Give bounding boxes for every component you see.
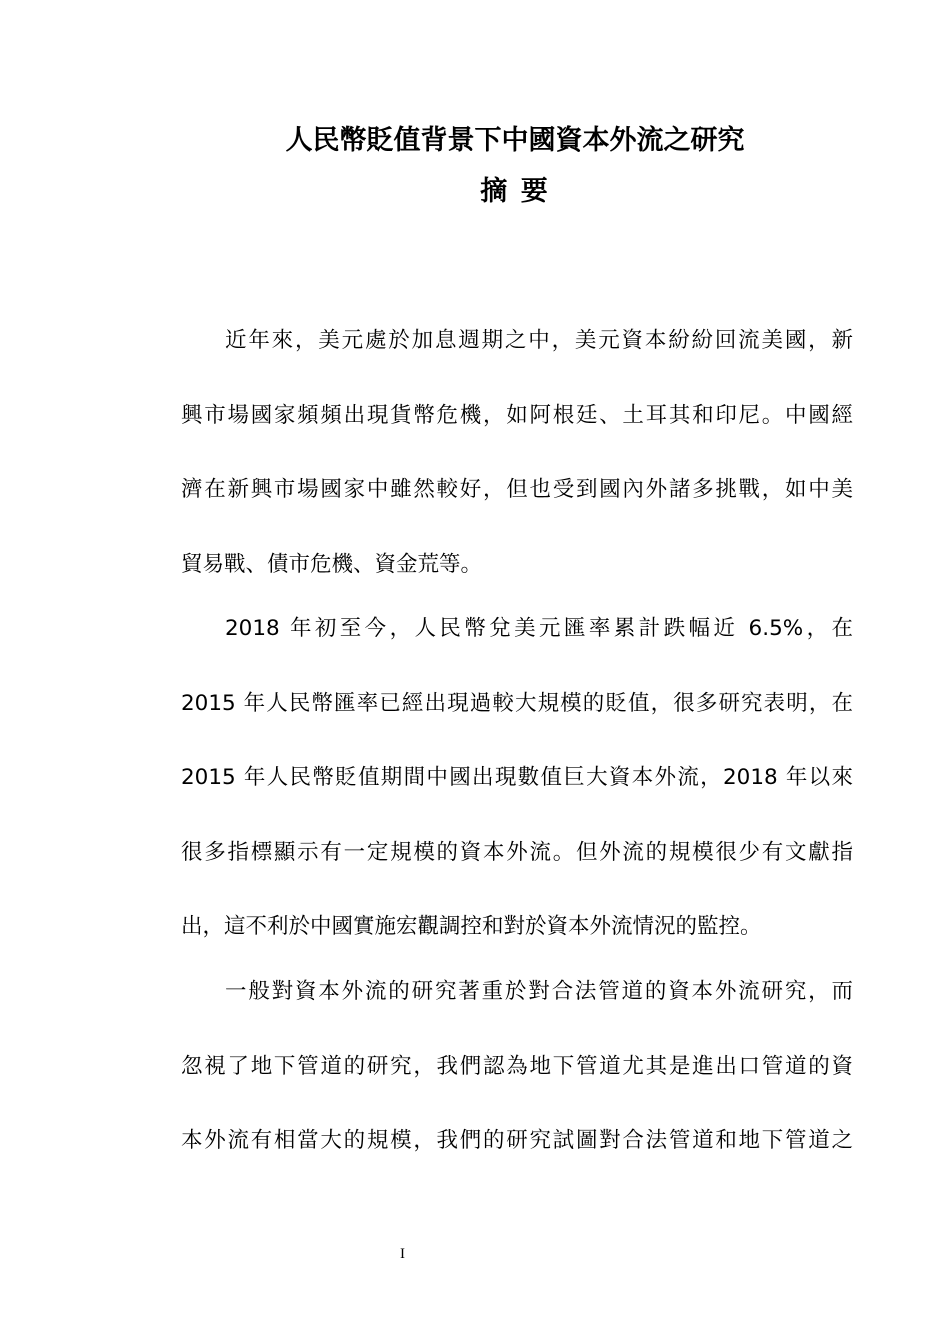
paragraph-line: 出，這不利於中國實施宏觀調控和對於資本外流情況的監控。 <box>181 914 762 939</box>
paragraph-line: 2018 年初至今，人民幣兌美元匯率累計跌幅近 6.5%，在 <box>225 616 853 641</box>
paragraph-line: 濟在新興市場國家中雖然較好，但也受到國內外諸多挑戰，如中美 <box>181 477 853 502</box>
paragraph-line: 一般對資本外流的研究著重於對合法管道的資本外流研究，而 <box>225 979 853 1004</box>
paragraph-3 <box>181 955 853 1179</box>
paragraph-line: 2015 年人民幣匯率已經出現過較大規模的貶值，很多研究表明，在 <box>181 690 853 716</box>
paragraph-line: 忽視了地下管道的研究，我們認為地下管道尤其是進出口管道的資 <box>181 1053 853 1079</box>
page-number: I <box>400 1246 405 1262</box>
paragraph-line: 近年來，美元處於加息週期之中，美元資本紛紛回流美國，新 <box>225 328 853 353</box>
paragraph-line: 很多指標顯示有一定規模的資本外流。但外流的規模很少有文獻指 <box>181 839 853 865</box>
document-title: 人民幣貶值背景下中國資本外流之研究 <box>285 125 745 156</box>
abstract-heading: 摘 要 <box>480 176 550 207</box>
paragraph-line: 本外流有相當大的規模，我們的研究試圖對合法管道和地下管道之 <box>181 1128 853 1153</box>
paragraph-1 <box>181 304 853 602</box>
paragraph-line: 2015 年人民幣貶值期間中國出現數值巨大資本外流，2018 年以來 <box>181 765 853 790</box>
paragraph-2 <box>181 592 853 965</box>
paragraph-line: 興市場國家頻頻出現貨幣危機，如阿根廷、土耳其和印尼。中國經 <box>181 402 853 428</box>
paragraph-line: 貿易戰、債市危機、資金荒等。 <box>181 551 483 577</box>
